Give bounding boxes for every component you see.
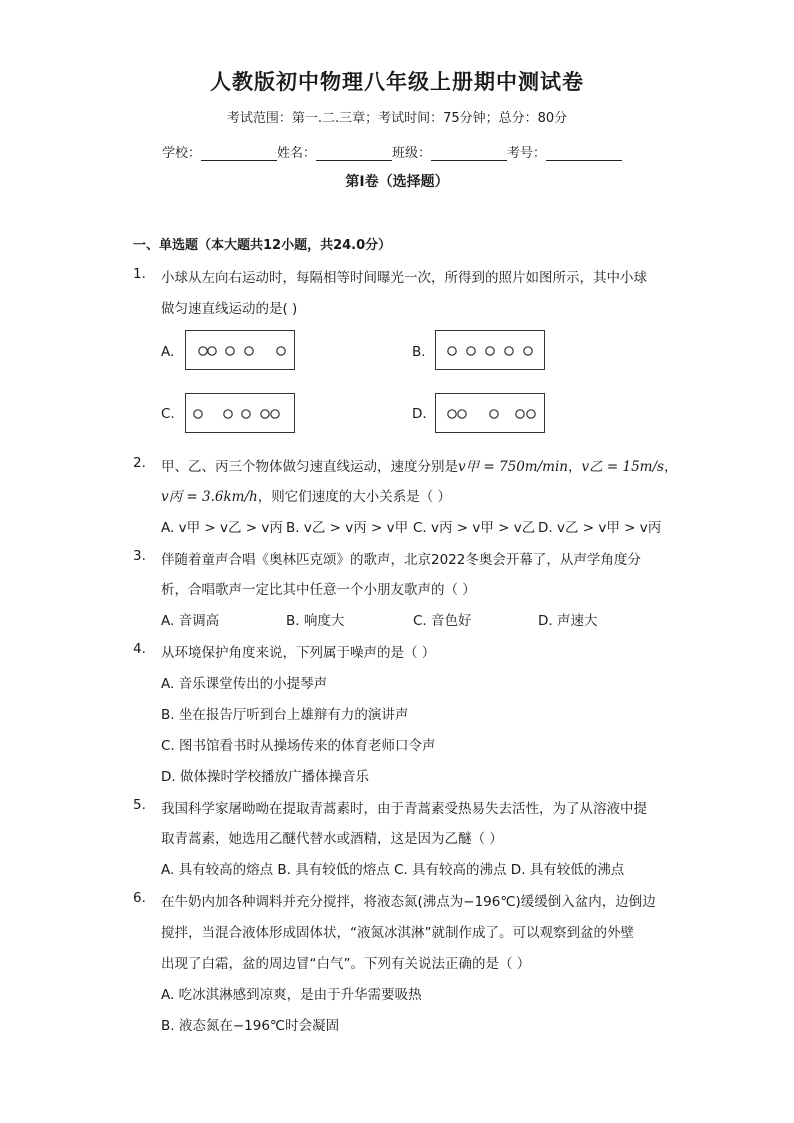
question-6-line-2: 搅拌，当混合液体形成固体状，“液氮冰淇淋”就制作成了。可以观察到盆的外壁 <box>161 925 634 941</box>
exam-title: 人教版初中物理八年级上册期中测试卷 <box>210 69 584 94</box>
exam-subtitle: 考试范围：第一.二.三章；考试时间：75分钟；总分：80分 <box>226 111 568 126</box>
question-3-line-2: 析，合唱歌声一定比其中任意一个小朋友歌声的（ ） <box>161 582 476 598</box>
question-2-option-b[interactable]: B. v乙 > v丙 > v甲 <box>286 520 409 536</box>
student-info-line <box>162 142 622 161</box>
question-3-option-d[interactable]: D. 声速大 <box>538 613 598 629</box>
ball <box>490 410 498 418</box>
ball <box>458 410 466 418</box>
class-blank[interactable] <box>431 146 507 161</box>
ball <box>486 347 494 355</box>
question-3-line-1: 伴随着童声合唱《奥林匹克颂》的歌声，北京2022冬奥会开幕了，从声学角度分 <box>161 552 641 568</box>
question-2-option-d[interactable]: D. v乙 > v甲 > v丙 <box>538 520 662 536</box>
ball <box>194 410 202 418</box>
question-2-option-c[interactable]: C. v丙 > v甲 > v乙 <box>413 520 536 536</box>
exam-number-label: 考号： <box>507 146 547 161</box>
question-1-option-b-photo <box>435 330 545 370</box>
question-1-number: 1. <box>133 266 146 282</box>
ball <box>524 347 532 355</box>
name-label: 姓名： <box>277 146 317 161</box>
question-1-line-2: 做匀速直线运动的是( ) <box>161 301 298 317</box>
ball-sequence-c <box>186 394 296 434</box>
question-2-suffix: ，则它们速度的大小关系是（ ） <box>257 489 452 505</box>
question-4-option-b[interactable]: B. 坐在报告厅听到台上雄辩有力的演讲声 <box>161 707 409 723</box>
question-1-option-c-photo <box>185 393 295 433</box>
velocity-bing: v丙 = 3.6km/h <box>161 489 258 505</box>
ball <box>277 347 285 355</box>
question-2-line-2 <box>161 485 451 505</box>
ball <box>224 410 232 418</box>
question-6-option-b[interactable]: B. 液态氮在−196℃时会凝固 <box>161 1018 340 1034</box>
school-label: 学校： <box>162 146 202 161</box>
comma: ， <box>663 459 678 475</box>
question-5-line-1: 我国科学家屠呦呦在提取青蒿素时，由于青蒿素受热易失去活性，为了从溶液中提 <box>161 801 647 817</box>
question-1-option-d-photo <box>435 393 545 433</box>
ball <box>271 410 279 418</box>
question-4-option-a[interactable]: A. 音乐课堂传出的小提琴声 <box>161 676 328 692</box>
question-3-option-a[interactable]: A. 音调高 <box>161 613 220 629</box>
ball <box>242 410 250 418</box>
ball <box>467 347 475 355</box>
question-2-number: 2. <box>133 455 146 471</box>
part-title: 第I卷（选择题） <box>345 174 449 190</box>
school-blank[interactable] <box>201 146 277 161</box>
ball-sequence-b <box>436 331 546 371</box>
question-1-option-a-photo <box>185 330 295 370</box>
question-3-option-c[interactable]: C. 音色好 <box>413 613 472 629</box>
ball <box>527 410 535 418</box>
question-4-line-1: 从环境保护角度来说，下列属于噪声的是（ ） <box>161 645 436 661</box>
question-1-option-d-label: D. <box>412 406 427 422</box>
question-1-line-1: 小球从左向右运动时，每隔相等时间曝光一次，所得到的照片如图所示，其中小球 <box>161 270 647 286</box>
ball <box>448 347 456 355</box>
question-1-option-c-label: C. <box>161 406 175 422</box>
question-1-option-b-label: B. <box>412 344 426 360</box>
question-6-line-1: 在牛奶内加各种调料并充分搅拌，将液态氮(沸点为−196℃)缓缓倒入盆内，边倒边 <box>161 894 656 910</box>
question-5-options[interactable]: A. 具有较高的熔点 B. 具有较低的熔点 C. 具有较高的沸点 D. 具有较低的沸点 <box>161 862 625 878</box>
ball <box>208 347 216 355</box>
velocity-jia: v甲 = 750m/min <box>458 459 568 475</box>
exam-number-blank[interactable] <box>546 146 622 161</box>
ball <box>448 410 456 418</box>
question-2-option-a[interactable]: A. v甲 > v乙 > v丙 <box>161 520 283 536</box>
question-4-option-d[interactable]: D. 做体操时学校播放广播体操音乐 <box>161 769 369 785</box>
class-label: 班级： <box>392 146 432 161</box>
ball <box>505 347 513 355</box>
question-4-number: 4. <box>133 641 146 657</box>
ball <box>226 347 234 355</box>
ball <box>516 410 524 418</box>
question-2-line-1 <box>161 455 677 475</box>
ball <box>245 347 253 355</box>
question-6-line-3: 出现了白霜，盆的周边冒“白气”。下列有关说法正确的是（ ） <box>161 956 531 972</box>
question-4-option-c[interactable]: C. 图书馆看书时从操场传来的体育老师口令声 <box>161 738 436 754</box>
ball <box>261 410 269 418</box>
ball-sequence-a <box>186 331 296 371</box>
question-3-option-b[interactable]: B. 响度大 <box>286 613 345 629</box>
question-2-prefix: 甲、乙、丙三个物体做匀速直线运动，速度分别是 <box>161 459 458 475</box>
question-3-number: 3. <box>133 548 146 564</box>
section-heading: 一、单选题（本大题共12小题，共24.0分） <box>133 238 392 253</box>
question-5-number: 5. <box>133 797 146 813</box>
comma: ， <box>567 459 582 475</box>
ball-sequence-d <box>436 394 546 434</box>
question-6-option-a[interactable]: A. 吃冰淇淋感到凉爽，是由于升华需要吸热 <box>161 987 422 1003</box>
ball <box>199 347 207 355</box>
name-blank[interactable] <box>316 146 392 161</box>
velocity-yi: v乙 = 15m/s <box>581 459 664 475</box>
question-6-number: 6. <box>133 890 146 906</box>
question-5-line-2: 取青蒿素，她选用乙醚代替水或酒精，这是因为乙醚（ ） <box>161 831 503 847</box>
question-1-option-a-label: A. <box>161 344 175 360</box>
